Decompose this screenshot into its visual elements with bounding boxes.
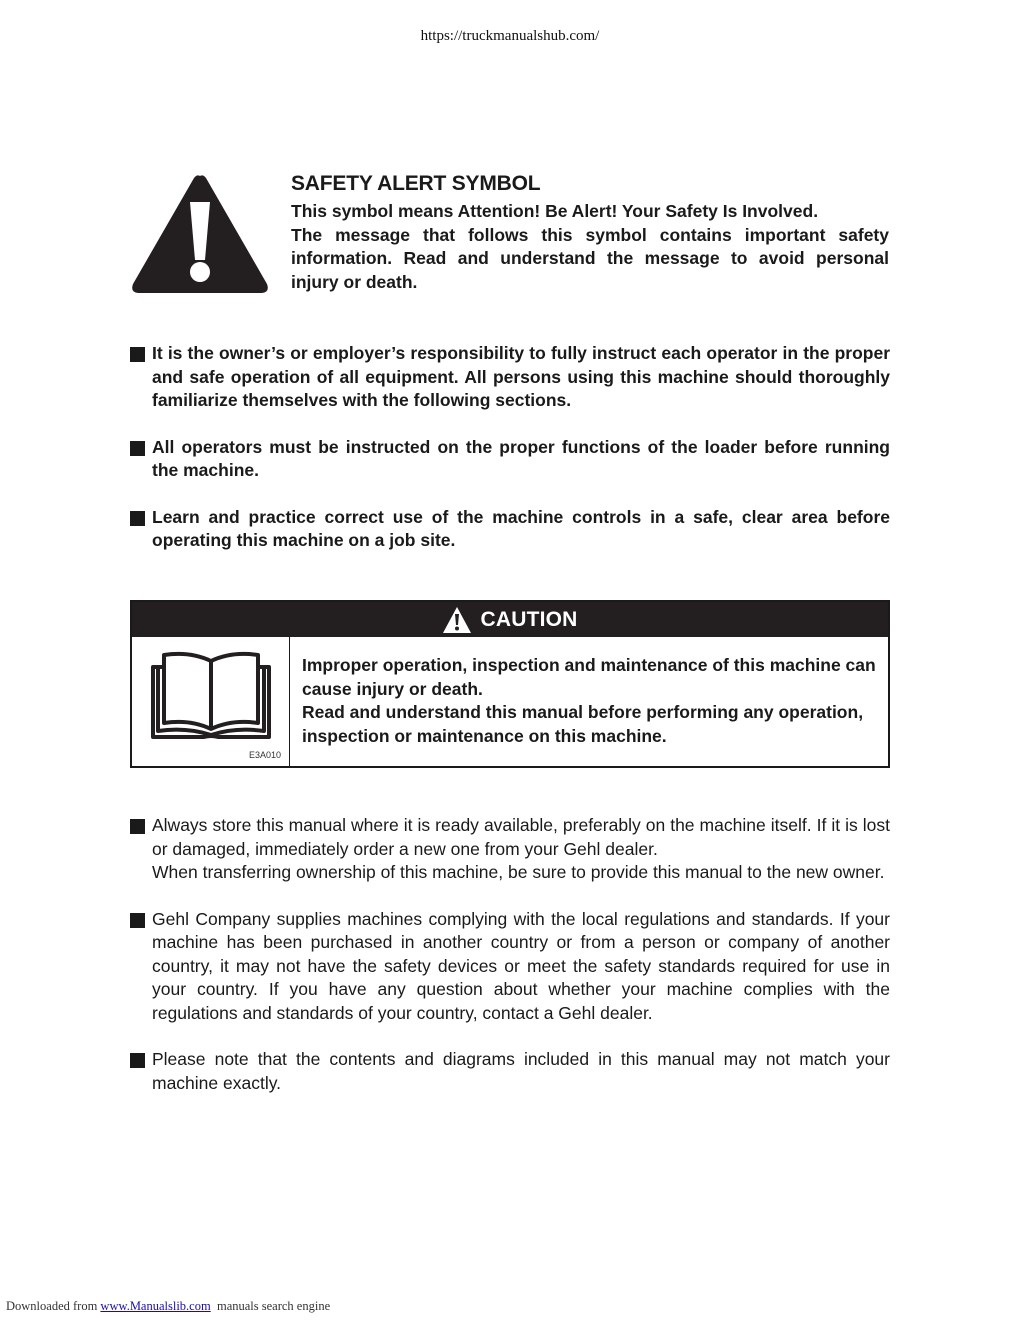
manual-book-icon [150,651,272,741]
caution-text-2: Read and understand this manual before performing any operation, inspection or maintenance on this machine. [302,702,864,746]
caution-header [132,602,888,637]
list-item [130,814,890,885]
safety-alert-line: This symbol means Attention! Be Alert! Your Safety Is Involved. [291,201,819,221]
manual-image-cell [132,637,290,766]
bullet-square-icon [130,819,145,834]
caution-label: CAUTION [480,607,578,631]
list-item-text: Gehl Company supplies machines complying with the local regulations and standards. If your machine has been purchased in another country or from a person or company of another country, it may not have the safety devices or meet the safety standards required for use in your country. If you have any question about whether your machine complies with the regulations and standards of your country, contact a Gehl dealer. [152,908,890,1023]
bullet-square-icon [130,347,145,362]
footer-prefix: Downloaded from [6,1299,98,1313]
image-code: E3A010 [248,750,281,760]
list-item-text: Always store this manual where it is ready available, preferably on the machine itself. If it is lost or damaged, immediately order a new one from your Gehl dealer. [152,815,890,859]
warning-triangle-icon [442,606,472,634]
bullet-square-icon [130,511,145,526]
manualslib-link[interactable]: www.Manualslib.com [100,1299,211,1313]
footer-suffix: manuals search engine [216,1299,331,1313]
list-item-text: It is the owner’s or employer’s responsibility to fully instruct each operator in the proper and safe operation of all equipment. All persons using this machine should thoroughly familiarize themselves with the following sections. [152,343,890,410]
list-item [130,342,890,413]
warning-triangle-icon [130,172,270,296]
bullet-square-icon [130,441,145,456]
bullet-square-icon [130,913,145,928]
header-url: https://truckmanualshub.com/ [420,28,600,44]
bullet-square-icon [130,1053,145,1068]
safety-alert-title: SAFETY ALERT SYMBOL [291,172,541,195]
caution-text [290,637,888,766]
caution-text-1: Improper operation, inspection and maintenance of this machine can cause injury or death. [302,655,876,699]
bullet-list-bottom [130,814,890,1095]
list-item [130,436,890,483]
list-item-text: All operators must be instructed on the proper functions of the loader before running the machine. [152,436,890,480]
download-footer [6,1299,330,1314]
safety-alert-description: The message that follows this symbol contains important safety information. Read and understand the message to avoid personal injury or death. [291,224,889,292]
list-item [130,506,890,553]
list-item-text: When transferring ownership of this machine, be sure to provide this manual to the new owner. [152,862,885,882]
bullet-list-top [130,342,890,553]
list-item [130,908,890,1026]
list-item [130,1048,890,1095]
list-item-text: Please note that the contents and diagrams included in this manual may not match your machine exactly. [152,1049,890,1093]
list-item-text: Learn and practice correct use of the machine controls in a safe, clear area before operating this machine on a job site. [152,506,890,550]
caution-box [130,600,890,768]
